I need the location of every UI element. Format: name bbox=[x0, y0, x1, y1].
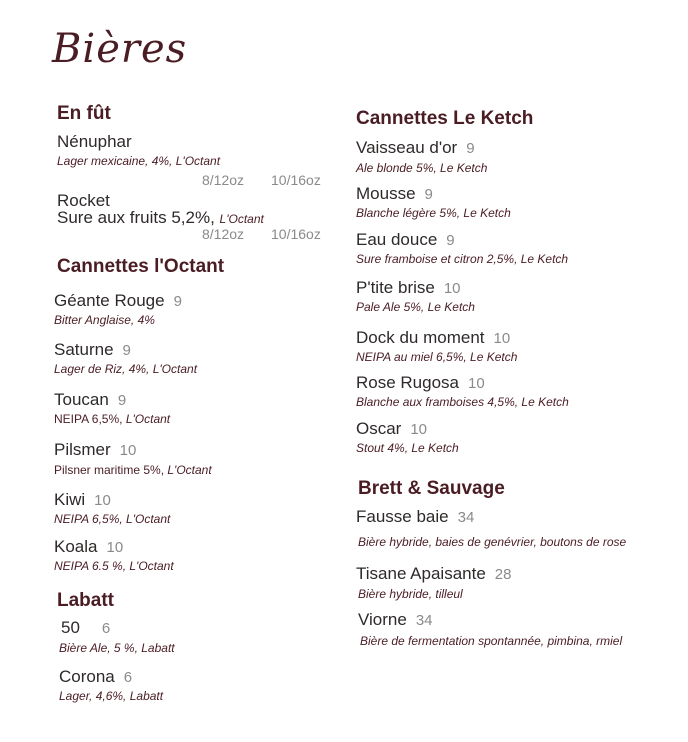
beer-desc-geante-rouge: Bitter Anglaise, 4% bbox=[54, 313, 155, 327]
beer-desc-rose-rugosa: Blanche aux framboises 4,5%, Le Ketch bbox=[356, 395, 569, 409]
beer-desc-mousse: Blanche légère 5%, Le Ketch bbox=[356, 206, 511, 220]
beer-desc-viorne: Bière de fermentation spontannée, pimbina, rmiel bbox=[360, 634, 623, 648]
beer-price: 10 bbox=[119, 442, 137, 459]
size-large-nenuphar: 10/16oz bbox=[271, 172, 321, 188]
beer-price: 10 bbox=[106, 539, 124, 556]
beer-price: 9 bbox=[446, 232, 455, 249]
beer-desc-koala: NEIPA 6.5 %, L'Octant bbox=[54, 559, 174, 573]
beer-price: 10 bbox=[493, 330, 511, 347]
beer-name-text: Tisane Apaisante bbox=[356, 564, 486, 583]
beer-price: 9 bbox=[173, 293, 182, 310]
beer-name-text: P'tite brise bbox=[356, 278, 435, 297]
beer-name-text: Géante Rouge bbox=[54, 291, 165, 310]
beer-name-text: Toucan bbox=[54, 390, 109, 409]
beer-desc-brewery: L'Octant bbox=[167, 463, 212, 477]
beer-name-text: Dock du moment bbox=[356, 328, 485, 347]
beer-price: 9 bbox=[424, 186, 433, 203]
beer-name-text: Oscar bbox=[356, 419, 402, 438]
size-small-rocket: 8/12oz bbox=[202, 226, 245, 242]
beer-name-pilsmer bbox=[54, 440, 136, 460]
beer-price: 10 bbox=[94, 492, 111, 509]
beer-name-toucan bbox=[54, 390, 126, 410]
beer-price: 6 bbox=[101, 620, 111, 637]
section-heading-ketch: Cannettes Le Ketch bbox=[356, 108, 534, 129]
beer-price: 10 bbox=[468, 375, 485, 392]
beer-name-geante-rouge bbox=[54, 291, 182, 311]
beer-name-ptite-brise bbox=[356, 278, 461, 298]
beer-desc-rocket: L'Octant bbox=[219, 212, 264, 226]
beer-desc-eau-douce: Sure framboise et citron 2,5%, Le Ketch bbox=[356, 252, 569, 266]
beer-name-rocket: Rocket bbox=[57, 191, 110, 210]
beer-price: 9 bbox=[466, 140, 475, 157]
size-large-rocket: 10/16oz bbox=[271, 226, 321, 242]
beer-desc-kiwi: NEIPA 6,5%, L'Octant bbox=[54, 512, 171, 526]
size-small-nenuphar: 8/12oz bbox=[202, 172, 245, 188]
section-heading-octant: Cannettes l'Octant bbox=[57, 256, 225, 277]
beer-name-text: Rose Rugosa bbox=[356, 373, 460, 392]
beer-name-text: Kiwi bbox=[54, 490, 86, 509]
beer-price: 10 bbox=[410, 421, 428, 438]
section-heading-labatt: Labatt bbox=[57, 590, 114, 611]
beer-name-text: Eau douce bbox=[356, 230, 438, 249]
beer-name-text: Pilsmer bbox=[54, 440, 111, 459]
beer-price: 6 bbox=[123, 669, 133, 686]
beer-price: 34 bbox=[415, 612, 433, 629]
beer-name-corona bbox=[59, 667, 132, 687]
beer-desc-pilsmer bbox=[54, 463, 212, 477]
beer-name-vaisseau-dor bbox=[356, 138, 475, 158]
beer-name-fausse-baie bbox=[356, 507, 474, 527]
beer-name-rose-rugosa bbox=[356, 373, 485, 393]
beer-name-text: Corona bbox=[59, 667, 115, 686]
beer-desc-style: Pilsner maritime 5%, bbox=[54, 463, 165, 477]
beer-style-rocket bbox=[57, 208, 264, 228]
beer-desc-vaisseau-dor: Ale blonde 5%, Le Ketch bbox=[356, 161, 488, 175]
beer-name-text: Mousse bbox=[356, 184, 416, 203]
beer-desc-tisane-apaisante: Bière hybride, tilleul bbox=[358, 587, 463, 601]
beer-style-rocket-text: Sure aux fruits 5,2%, bbox=[57, 208, 215, 227]
beer-name-text: Viorne bbox=[358, 610, 407, 629]
beer-desc-brewery: L'Octant bbox=[125, 412, 171, 426]
beer-name-text: Vaisseau d'or bbox=[356, 138, 458, 157]
beer-price: 9 bbox=[122, 342, 131, 359]
beer-name-tisane-apaisante bbox=[356, 564, 511, 584]
beer-desc-50: Bière Ale, 5 %, Labatt bbox=[59, 641, 175, 655]
beer-desc-nenuphar: Lager mexicaine, 4%, L'Octant bbox=[57, 154, 221, 168]
beer-desc-ptite-brise: Pale Ale 5%, Le Ketch bbox=[356, 300, 475, 314]
beer-name-kiwi bbox=[54, 490, 111, 510]
beer-name-koala bbox=[54, 537, 123, 557]
beer-price: 34 bbox=[457, 509, 475, 526]
beer-desc-corona: Lager, 4,6%, Labatt bbox=[59, 689, 164, 703]
beer-name-oscar bbox=[356, 419, 427, 439]
beer-name-mousse bbox=[356, 184, 433, 204]
beer-name-text: 50 bbox=[61, 618, 80, 637]
beer-desc-oscar: Stout 4%, Le Ketch bbox=[356, 441, 459, 455]
beer-desc-fausse-baie: Bière hybride, baies de genévrier, boutons de rose bbox=[358, 535, 627, 549]
beer-name-nenuphar: Nénuphar bbox=[57, 132, 132, 151]
beer-price: 28 bbox=[494, 566, 512, 583]
beer-desc-saturne: Lager de Riz, 4%, L'Octant bbox=[54, 362, 198, 376]
beer-name-viorne bbox=[358, 610, 433, 630]
beer-price: 9 bbox=[117, 392, 127, 409]
beer-name-saturne bbox=[54, 340, 131, 360]
beer-name-text: Fausse baie bbox=[356, 507, 449, 526]
beer-name-text: Koala bbox=[54, 537, 98, 556]
section-heading-en-fut: En fût bbox=[57, 103, 111, 124]
section-heading-brett: Brett & Sauvage bbox=[358, 478, 505, 499]
beer-name-dock-du-moment bbox=[356, 328, 510, 348]
beer-desc-dock-du-moment: NEIPA au miel 6,5%, Le Ketch bbox=[356, 350, 518, 364]
beer-name-eau-douce bbox=[356, 230, 455, 250]
beer-desc-style: NEIPA 6,5%, bbox=[54, 412, 123, 426]
beer-name-text: Saturne bbox=[54, 340, 114, 359]
beer-price: 10 bbox=[443, 280, 461, 297]
beer-desc-toucan bbox=[54, 412, 170, 426]
beer-name-50 bbox=[61, 618, 110, 638]
page-title: Bières bbox=[52, 26, 188, 72]
